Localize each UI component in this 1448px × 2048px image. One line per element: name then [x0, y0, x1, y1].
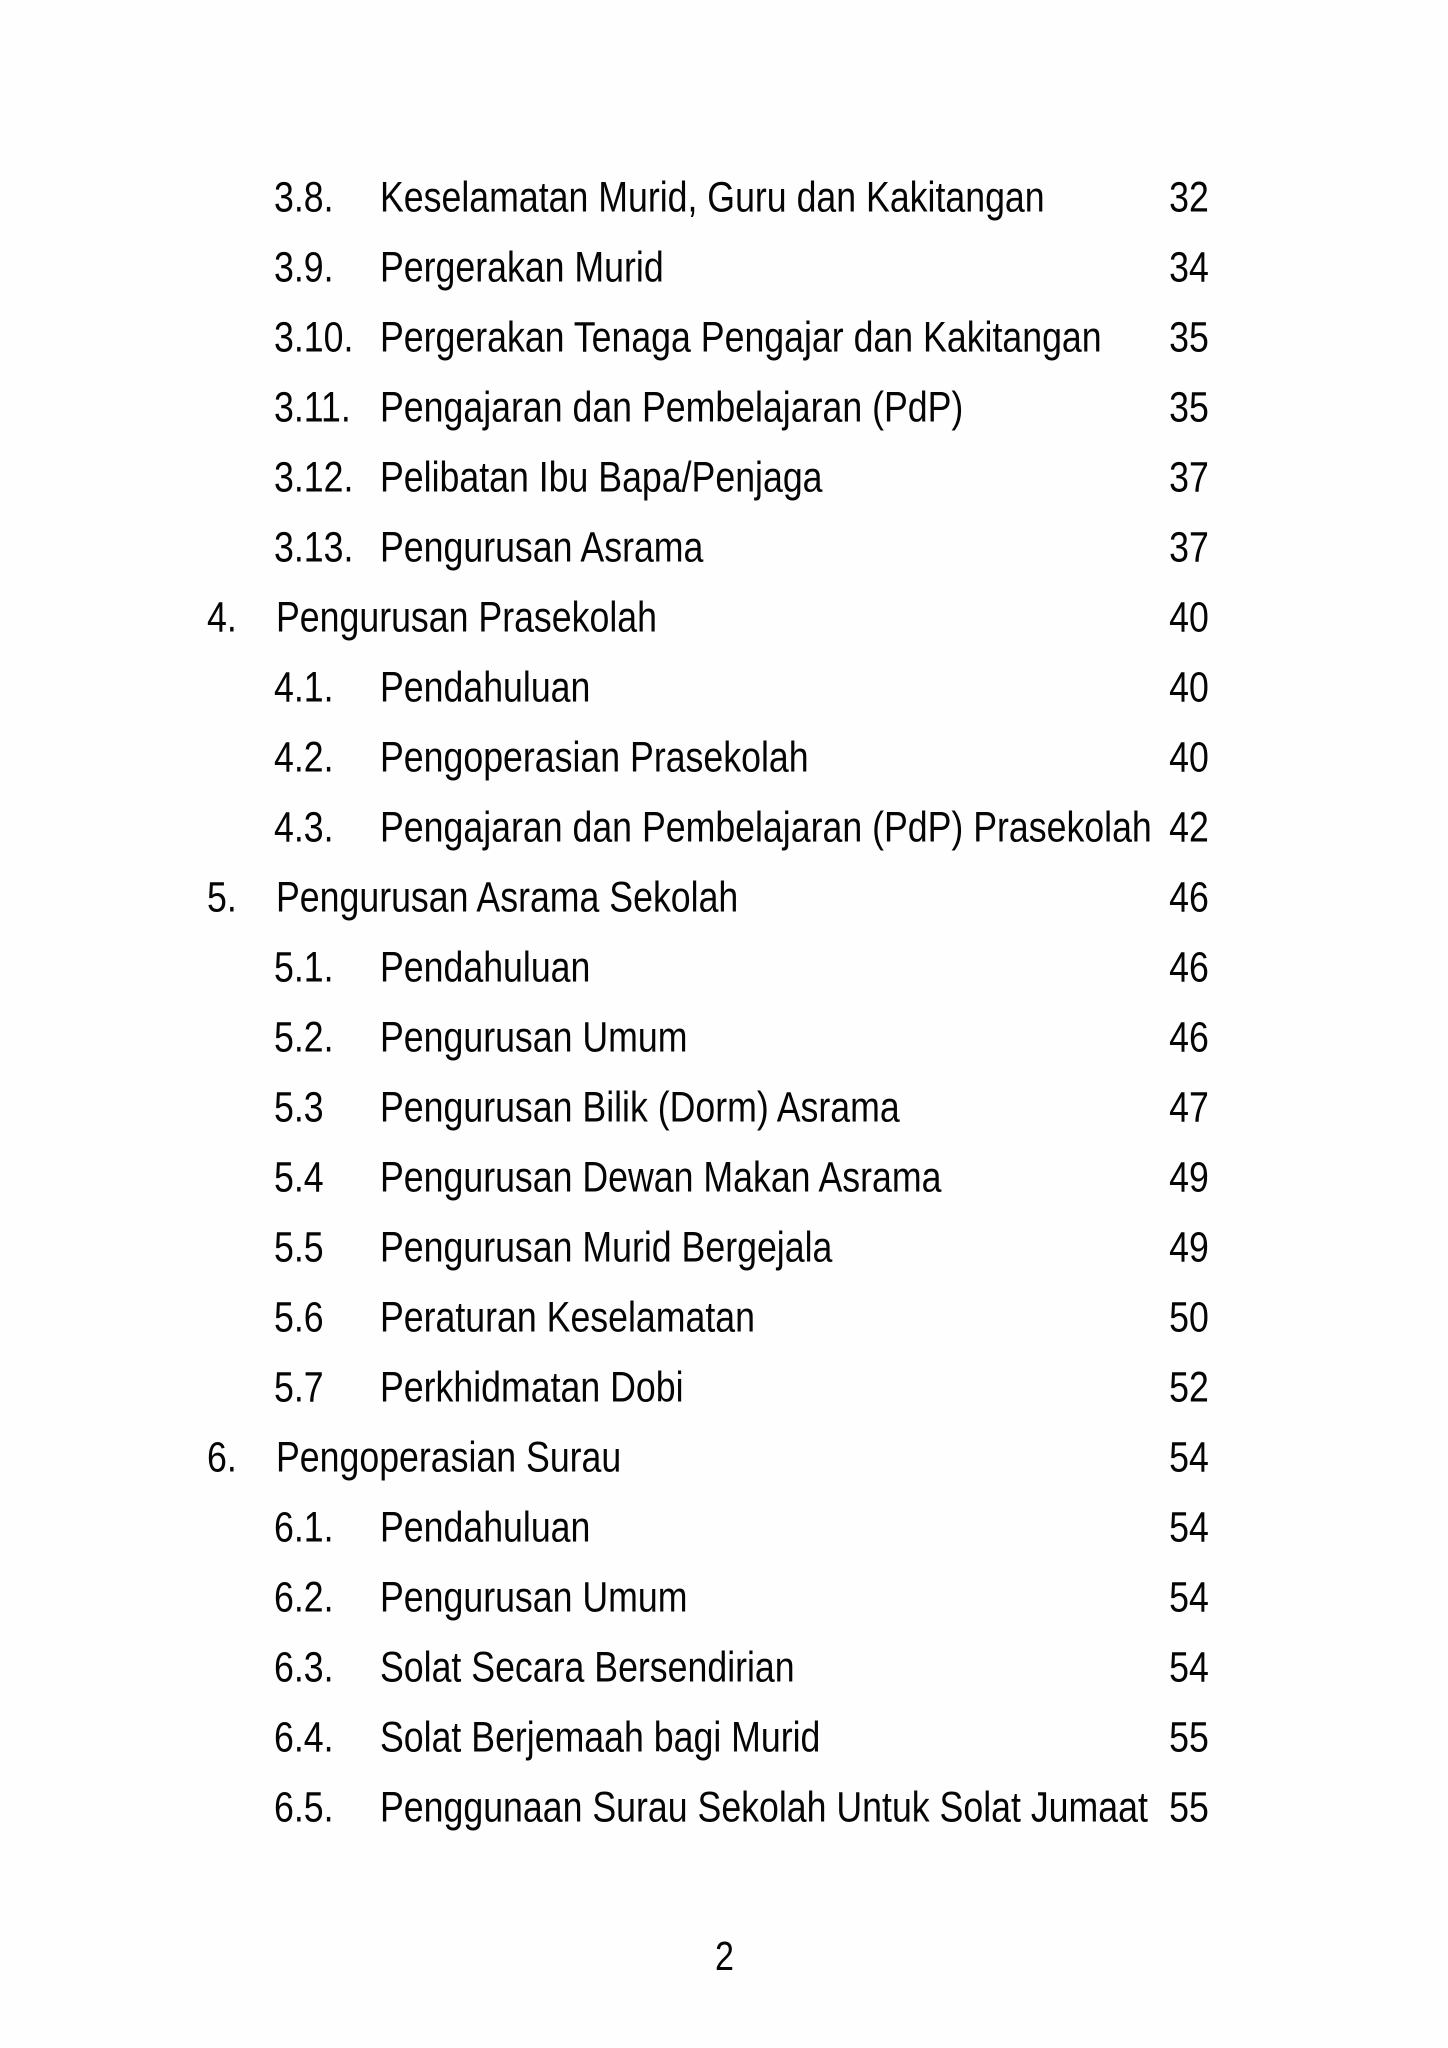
- entry-page-number-cell: [1161, 593, 1209, 642]
- entry-page-number-cell: [1161, 943, 1209, 992]
- page-number: 2: [714, 1933, 734, 1979]
- entry-page-number-cell: [1161, 1153, 1209, 1202]
- entry-number: 5.: [207, 873, 237, 922]
- entry-number: 3.11.: [274, 383, 351, 432]
- entry-title-cell: [380, 173, 1181, 222]
- entry-title: Pengoperasian Prasekolah: [380, 733, 809, 782]
- entry-page-number: 40: [1169, 733, 1209, 782]
- entry-page-number: 54: [1169, 1503, 1209, 1552]
- entry-number: 5.4: [274, 1153, 324, 1202]
- entry-title-cell: [276, 873, 833, 922]
- toc-entry: [0, 1353, 1448, 1423]
- entry-title-cell: [380, 1573, 750, 1622]
- entry-number-cell: [274, 1013, 346, 1062]
- entry-title: Penggunaan Surau Sekolah Untuk Solat Jumaat: [380, 1783, 1148, 1832]
- toc-entry: [0, 1283, 1448, 1353]
- entry-title-cell: [380, 453, 913, 502]
- entry-number: 5.1.: [274, 943, 334, 992]
- entry-title: Keselamatan Murid, Guru dan Kakitangan: [380, 173, 1045, 222]
- entry-number: 4.1.: [274, 663, 334, 712]
- entry-title: Pendahuluan: [380, 943, 591, 992]
- entry-title: Pendahuluan: [380, 663, 591, 712]
- entry-number-cell: [274, 173, 346, 222]
- entry-page-number-cell: [1161, 1783, 1209, 1832]
- entry-page-number: 54: [1169, 1643, 1209, 1692]
- toc-entry: [0, 1563, 1448, 1633]
- entry-number-cell: [274, 1643, 346, 1692]
- entry-page-number-cell: [1161, 1503, 1209, 1552]
- entry-number: 3.8.: [274, 173, 334, 222]
- entry-number-cell: [274, 383, 366, 432]
- entry-number-cell: [274, 1153, 334, 1202]
- toc-entry: [0, 723, 1448, 793]
- entry-number-cell: [207, 593, 243, 642]
- entry-page-number-cell: [1161, 1573, 1209, 1622]
- entry-title: Pengajaran dan Pembelajaran (PdP): [380, 383, 964, 432]
- entry-title: Pengajaran dan Pembelajaran (PdP) Prasekolah: [380, 803, 1152, 852]
- entry-number: 5.7: [274, 1363, 324, 1412]
- entry-title-cell: [380, 1503, 633, 1552]
- entry-title-cell: [380, 523, 770, 572]
- entry-page-number-cell: [1161, 1713, 1209, 1762]
- entry-title: Pendahuluan: [380, 1503, 591, 1552]
- entry-page-number: 49: [1169, 1153, 1209, 1202]
- entry-page-number-cell: [1161, 1643, 1209, 1692]
- entry-title-cell: [380, 733, 896, 782]
- entry-number: 5.2.: [274, 1013, 334, 1062]
- entry-title-cell: [380, 943, 633, 992]
- entry-page-number-cell: [1161, 1293, 1209, 1342]
- toc-entry: [0, 653, 1448, 723]
- entry-title: Pengurusan Umum: [380, 1573, 688, 1622]
- entry-number-cell: [274, 1783, 346, 1832]
- page-footer: [0, 1921, 1448, 1991]
- entry-number-cell: [274, 1223, 334, 1272]
- entry-page-number-cell: [1161, 243, 1209, 292]
- entry-page-number-cell: [1161, 383, 1209, 432]
- entry-page-number-cell: [1161, 173, 1209, 222]
- entry-title-cell: [380, 1363, 746, 1412]
- entry-number: 5.3: [274, 1083, 324, 1132]
- entry-number-cell: [274, 1293, 334, 1342]
- entry-number: 5.6: [274, 1293, 324, 1342]
- entry-page-number: 35: [1169, 383, 1209, 432]
- toc-entry: [0, 163, 1448, 233]
- entry-title-cell: [380, 1223, 925, 1272]
- entry-title-cell: [380, 1643, 880, 1692]
- entry-page-number-cell: [1161, 1083, 1209, 1132]
- entry-title: Pengurusan Umum: [380, 1013, 688, 1062]
- entry-number: 3.9.: [274, 243, 334, 292]
- entry-number-cell: [274, 453, 370, 502]
- entry-number: 3.12.: [274, 453, 354, 502]
- entry-page-number: 46: [1169, 943, 1209, 992]
- toc-entry: [0, 1143, 1448, 1213]
- entry-title-cell: [380, 1293, 832, 1342]
- toc-entry: [0, 1423, 1448, 1493]
- toc-entry: [0, 863, 1448, 933]
- entry-page-number-cell: [1161, 1223, 1209, 1272]
- entry-title-cell: [276, 1433, 692, 1482]
- entry-title: Solat Berjemaah bagi Murid: [380, 1713, 821, 1762]
- entry-number-cell: [274, 1083, 334, 1132]
- entry-page-number-cell: [1161, 803, 1209, 852]
- entry-page-number: 47: [1169, 1083, 1209, 1132]
- entry-title-cell: [276, 593, 735, 642]
- entry-title: Pengurusan Prasekolah: [276, 593, 657, 642]
- entry-page-number: 34: [1169, 243, 1209, 292]
- toc-entry: [0, 1633, 1448, 1703]
- entry-number-cell: [274, 523, 370, 572]
- toc-entry: [0, 1493, 1448, 1563]
- toc-entry: [0, 1213, 1448, 1283]
- entry-title-cell: [380, 1013, 750, 1062]
- toc-entry: [0, 443, 1448, 513]
- entry-page-number-cell: [1161, 1363, 1209, 1412]
- toc-entry: [0, 373, 1448, 443]
- entry-title-cell: [380, 383, 1083, 432]
- entry-title-cell: [380, 1153, 1056, 1202]
- entry-page-number: 52: [1169, 1363, 1209, 1412]
- entry-page-number-cell: [1161, 873, 1209, 922]
- entry-number: 6.5.: [274, 1783, 334, 1832]
- entry-number-cell: [274, 663, 346, 712]
- toc-entry: [0, 933, 1448, 1003]
- entry-title-cell: [380, 243, 722, 292]
- entry-number: 3.13.: [274, 523, 354, 572]
- entry-title: Pengurusan Murid Bergejala: [380, 1223, 833, 1272]
- entry-page-number-cell: [1161, 453, 1209, 502]
- entry-number: 4.2.: [274, 733, 334, 782]
- entry-title: Pelibatan Ibu Bapa/Penjaga: [380, 453, 823, 502]
- entry-number-cell: [274, 313, 370, 362]
- entry-page-number: 55: [1169, 1713, 1209, 1762]
- entry-number-cell: [274, 803, 346, 852]
- entry-number-cell: [274, 243, 346, 292]
- toc-entry: [0, 513, 1448, 583]
- entry-page-number: 50: [1169, 1293, 1209, 1342]
- entry-number-cell: [274, 733, 346, 782]
- entry-number: 6.4.: [274, 1713, 334, 1762]
- entry-page-number: 35: [1169, 313, 1209, 362]
- entry-number: 6.3.: [274, 1643, 334, 1692]
- entry-page-number-cell: [1161, 313, 1209, 362]
- entry-title: Pengurusan Bilik (Dorm) Asrama: [380, 1083, 900, 1132]
- entry-title: Pengurusan Asrama: [380, 523, 704, 572]
- entry-title-cell: [380, 663, 633, 712]
- entry-number: 4.3.: [274, 803, 334, 852]
- entry-title: Pergerakan Tenaga Pengajar dan Kakitangan: [380, 313, 1102, 362]
- entry-page-number-cell: [1161, 1013, 1209, 1062]
- entry-title-cell: [380, 1083, 1006, 1132]
- entry-number-cell: [274, 1573, 346, 1622]
- entry-title-cell: [380, 1713, 911, 1762]
- entry-title-cell: [380, 313, 1249, 362]
- entry-number-cell: [207, 1433, 243, 1482]
- entry-title: Perkhidmatan Dobi: [380, 1363, 684, 1412]
- entry-title: Pengoperasian Surau: [276, 1433, 622, 1482]
- entry-page-number: 46: [1169, 873, 1209, 922]
- entry-page-number: 46: [1169, 1013, 1209, 1062]
- entry-number-cell: [274, 943, 346, 992]
- entry-number-cell: [274, 1503, 346, 1552]
- footer-page-number-cell: [713, 1933, 736, 1979]
- entry-number: 6.: [207, 1433, 237, 1482]
- entry-page-number-cell: [1161, 733, 1209, 782]
- toc-entry: [0, 233, 1448, 303]
- entry-page-number: 49: [1169, 1223, 1209, 1272]
- entry-number: 6.1.: [274, 1503, 334, 1552]
- entry-page-number: 40: [1169, 663, 1209, 712]
- entry-number: 5.5: [274, 1223, 324, 1272]
- entry-page-number: 40: [1169, 593, 1209, 642]
- entry-number-cell: [207, 873, 243, 922]
- toc-entry: [0, 1773, 1448, 1843]
- toc-entry: [0, 793, 1448, 863]
- entry-number: 4.: [207, 593, 237, 642]
- entry-page-number-cell: [1161, 663, 1209, 712]
- entry-number: 3.10.: [274, 313, 354, 362]
- entry-title: Peraturan Keselamatan: [380, 1293, 755, 1342]
- entry-page-number: 55: [1169, 1783, 1209, 1832]
- entry-page-number: 37: [1169, 523, 1209, 572]
- entry-title: Pengurusan Asrama Sekolah: [276, 873, 739, 922]
- entry-number: 6.2.: [274, 1573, 334, 1622]
- entry-page-number: 37: [1169, 453, 1209, 502]
- toc-entry: [0, 1003, 1448, 1073]
- entry-page-number: 54: [1169, 1433, 1209, 1482]
- entry-number-cell: [274, 1363, 334, 1412]
- entry-page-number: 54: [1169, 1573, 1209, 1622]
- entry-page-number-cell: [1161, 1433, 1209, 1482]
- entry-page-number: 42: [1169, 803, 1209, 852]
- entry-number-cell: [274, 1713, 346, 1762]
- toc-entry: [0, 1073, 1448, 1143]
- toc-entry: [0, 303, 1448, 373]
- toc-entry: [0, 583, 1448, 653]
- entry-title: Pengurusan Dewan Makan Asrama: [380, 1153, 942, 1202]
- entry-page-number: 32: [1169, 173, 1209, 222]
- entry-title: Pergerakan Murid: [380, 243, 664, 292]
- entry-title: Solat Secara Bersendirian: [380, 1643, 795, 1692]
- entry-page-number-cell: [1161, 523, 1209, 572]
- toc-entry: [0, 1703, 1448, 1773]
